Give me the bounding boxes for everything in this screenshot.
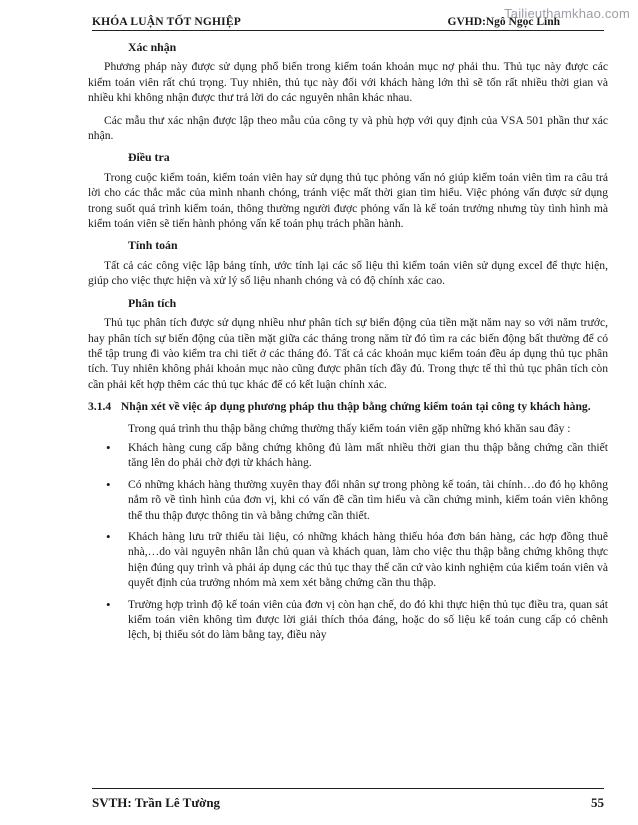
list-item bbox=[88, 597, 608, 643]
section-xac-nhan bbox=[88, 40, 608, 143]
document-body bbox=[88, 40, 608, 649]
section-dieu-tra bbox=[88, 150, 608, 231]
numbered-section-heading bbox=[88, 399, 608, 414]
bullet-icon: • bbox=[106, 476, 111, 492]
watermark-text: Tailieuthamkhao.com bbox=[504, 6, 630, 21]
list-item-text: Có những khách hàng thường xuyên thay đổi nhân sự trong phòng kế toán, tài chính…do đó họ không nắm rõ về tình hình của đơn vị, khi có vấn đề cần tìm hiểu và cần chứng minh, kiểm toán viên không thể thu thập được thông tin và bằng chứng cần thiết. bbox=[128, 477, 608, 522]
page-number: 55 bbox=[591, 795, 604, 810]
bullet-icon: • bbox=[106, 439, 111, 455]
footer-author: SVTH: Trần Lê Tường bbox=[92, 795, 221, 810]
section-3-1-4 bbox=[88, 399, 608, 643]
bullet-icon: • bbox=[106, 528, 111, 544]
list-item-text: Trường hợp trình độ kế toán viên của đơn vị còn hạn chế, do đó khi thực hiện thủ tục điều tra, quan sát kiểm toán viên không tìm được lời giải thích thỏa đáng, hoặc do số liệu kế toán cung cấp có chênh lệch, bị thiếu sót do làm bằng tay, điều này bbox=[128, 597, 608, 642]
intro-paragraph: Trong quá trình thu thập bằng chứng thường thấy kiểm toán viên gặp những khó khăn sau đây : bbox=[128, 421, 571, 435]
bullet-icon: • bbox=[106, 596, 111, 612]
paragraph: Các mẫu thư xác nhận được lập theo mẫu của công ty và phù hợp với quy định của VSA 501 phần thư xác nhận. bbox=[88, 113, 608, 143]
page-footer bbox=[92, 788, 604, 813]
list-item bbox=[88, 440, 608, 471]
section-title: Nhận xét về việc áp dụng phương pháp thu thập bằng chứng kiểm toán tại công ty khách hàng. bbox=[120, 400, 591, 414]
paragraph: Trong cuộc kiểm toán, kiểm toán viên hay sử dụng thủ tục phỏng vấn nó giúp kiểm toán viên tìm ra câu trả lời cho các thắc mắc của mình nhanh chóng, tránh việc mất thời gian tìm hiểu. Việc phỏng vấn được sử dụng trong suốt quá trình kiểm toán, thông thường người được phỏng vấn là kế toán trưởng nhưng tùy tình hình mà kiểm toán viên sẽ tiến hành phỏng vấn kế toán phụ trách phần hành. bbox=[88, 170, 608, 231]
section-heading: Điều tra bbox=[128, 150, 170, 165]
section-heading: Xác nhận bbox=[128, 40, 177, 54]
header-thesis-title: KHÓA LUẬN TỐT NGHIỆP bbox=[92, 16, 241, 28]
list-item bbox=[88, 529, 608, 591]
list-item-text: Khách hàng cung cấp bằng chứng không đủ làm mất nhiều thời gian thu thập bằng chứng cần thiết tăng lên do phải chờ đợi từ khách hàng. bbox=[128, 440, 608, 470]
header-advisor: GVHD:Ngô Ngọc Linh bbox=[447, 16, 560, 28]
paragraph: Phương pháp này được sử dụng phổ biến trong kiểm toán khoản mục nợ phải thu. Thủ tục này được các kiểm toán viên rất chú trọng. Tuy nhiên, thủ tục này đối với khách hàng lớn thì sẽ tốn rất nhiều thời gian và nhiều khi không nhận được thư trả lời do các nguyên nhân khác nhau. bbox=[88, 60, 608, 105]
section-heading: Tính toán bbox=[128, 238, 178, 253]
section-phan-tich bbox=[88, 296, 608, 392]
section-heading: Phân tích bbox=[128, 295, 177, 310]
section-number: 3.1.4 bbox=[88, 400, 112, 414]
section-tinh-toan bbox=[88, 238, 608, 288]
list-item bbox=[88, 477, 608, 523]
difficulty-list bbox=[88, 440, 608, 643]
paragraph: Tất cả các công việc lập bảng tính, ước tính lại các số liệu thì kiểm toán viên sử dụng excel để thực hiện, giúp cho việc thực hiện và xử lý số liệu nhanh chóng và có độ chính xác cao. bbox=[88, 258, 608, 288]
list-item-text: Khách hàng lưu trữ thiếu tài liệu, có những khách hàng thiếu hóa đơn bán hàng, các hợp đồng thuê nhà,…do vài nguyên nhân lẫn chủ quan và khách quan, làm cho việc thu thập bằng chứng không thực hiện đúng quy trình và phải áp dụng các thủ tục thay thế căn cứ vào kinh nghiệm của kiểm toán viên và quyết định của trưởng nhóm mà xem xét bằng chứng cần thu thập. bbox=[128, 529, 608, 590]
paragraph: Thủ tục phân tích được sử dụng nhiều như phân tích sự biến động của tiền mặt năm nay so với năm trước, hay phân tích sự biến động của tiền mặt giữa các tháng trong năm từ đó tìm ra các biến động bất thường để có thể tập trung đi vào kiểm tra chi tiết ở các tháng đó. Tất cả các khoản mục kiểm toán đều áp dụng thủ tục phân tích. Tuy nhiên không phải khoản mục nào cũng được phân tích đầy đủ. Trong thực tế thì thủ tục phân tích còn cần phải kết hợp thêm các thủ tục khác để có kết luận chính xác. bbox=[88, 316, 608, 391]
